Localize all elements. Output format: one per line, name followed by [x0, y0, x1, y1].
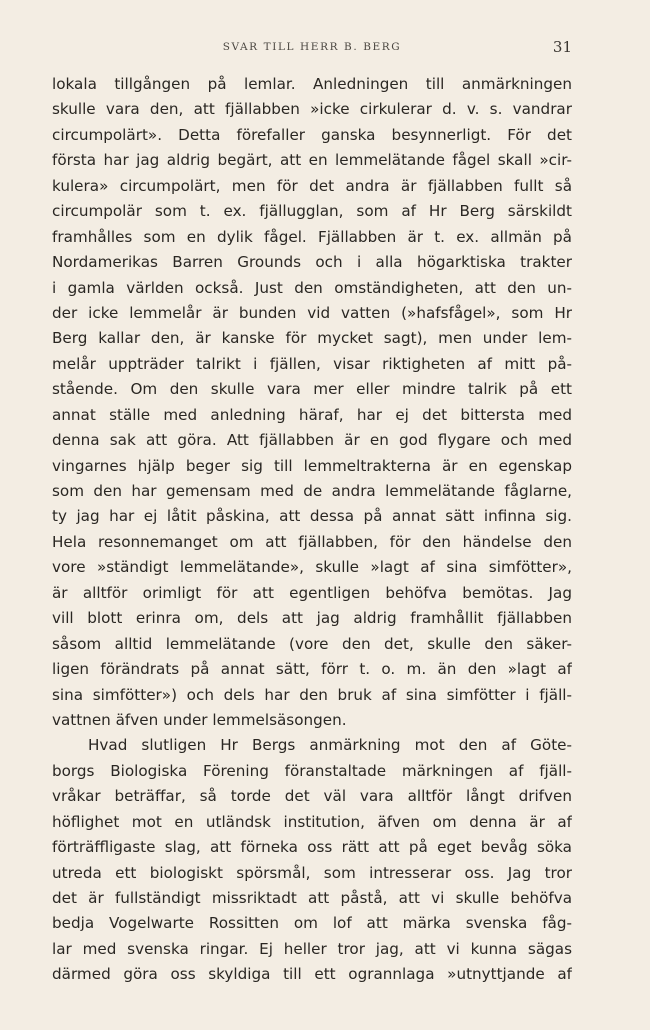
text-line: därmed göra oss skyldiga till ett ogrannlaga »utnyttjande af: [52, 965, 572, 984]
text-line: höflighet mot en utländsk institution, äfven om denna är af: [52, 812, 572, 831]
text-line: vingarnes hjälp beger sig till lemmeltrakterna är en egenskap: [52, 456, 572, 475]
text-line: Nordamerikas Barren Grounds och i alla högarktiska trakter: [52, 253, 572, 272]
text-line: utreda ett biologiskt spörsmål, som intresserar oss. Jag tror: [52, 863, 572, 882]
text-line: är alltför orimligt för att egentligen behöfva bemötas. Jag: [52, 583, 572, 602]
text-line: kulera» circumpolärt, men för det andra är fjällabben fullt så: [52, 176, 572, 195]
text-line: lar med svenska ringar. Ej heller tror jag, att vi kunna sägas: [52, 939, 572, 958]
paragraph-first-line: Hvad slutligen Hr Bergs anmärkning mot den af Göte-: [88, 736, 572, 755]
text-line: melår uppträder talrikt i fjällen, visar riktigheten af mitt på-: [52, 354, 572, 373]
text-line: skulle vara den, att fjällabben »icke cirkulerar d. v. s. vandrar: [52, 100, 572, 119]
text-line: förträffligaste slag, att förneka oss rätt att på eget bevåg söka: [52, 838, 572, 857]
text-line: borgs Biologiska Förening föranstaltade märkningen af fjäll-: [52, 761, 572, 780]
running-header: [52, 38, 572, 57]
text-line: ligen förändrats på annat sätt, förr t. o. m. än den »lagt af: [52, 660, 572, 679]
text-line: Hela resonnemanget om att fjällabben, för den händelse den: [52, 532, 572, 551]
text-line: stående. Om den skulle vara mer eller mindre talrik på ett: [52, 380, 572, 399]
text-line: det är fullständigt missriktadt att påstå, att vi skulle behöfva: [52, 889, 572, 907]
text-line: vore »ständigt lemmelätande», skulle »lagt af sina simfötter»,: [52, 558, 572, 577]
text-line: vill blott erinra om, dels att jag aldrig framhållit fjällabben: [52, 609, 572, 628]
text-line: framhålles som en dylik fågel. Fjällabben är t. ex. allmän på: [52, 227, 572, 246]
text-line: såsom alltid lemmelätande (vore den det, skulle den säker-: [52, 634, 572, 653]
text-line: circumpolärt». Detta förefaller ganska besynnerligt. För det: [52, 125, 572, 144]
text-line: bedja Vogelwarte Rossitten om lof att märka svenska fåg-: [52, 914, 572, 933]
text-line: lokala tillgången på lemlar. Anledningen till anmärkningen: [52, 75, 572, 93]
body-text: [52, 72, 572, 988]
text-line: ty jag har ej låtit påskina, att dessa på annat sätt infinna sig.: [52, 507, 572, 526]
text-line: denna sak att göra. Att fjällabben är en god flygare och med: [52, 431, 572, 450]
text-line: sina simfötter») och dels har den bruk af sina simfötter i fjäll-: [52, 685, 572, 704]
text-line: första har jag aldrig begärt, att en lemmelätande fågel skall »cir-: [52, 151, 572, 170]
page-number: 31: [552, 38, 572, 56]
text-line: der icke lemmelår är bunden vid vatten (»hafsfågel», som Hr: [52, 303, 572, 322]
text-line: annat ställe med anledning häraf, har ej det bittersta med: [52, 405, 572, 424]
text-line: Berg kallar den, är kanske för mycket sagt), men under lem-: [52, 329, 572, 348]
text-line: som den har gemensam med de andra lemmelätande fåglarne,: [52, 482, 572, 500]
text-line: i gamla världen också. Just den omständigheten, att den un-: [52, 278, 572, 297]
text-line: vråkar beträffar, så torde det väl vara alltför långt drifven: [52, 787, 572, 806]
running-title: SVAR TILL HERR B. BERG: [222, 41, 402, 53]
text-line: circumpolär som t. ex. fjällugglan, som af Hr Berg särskildt: [52, 202, 572, 221]
paragraph-end-line: vattnen äfven under lemmelsäsongen.: [52, 710, 347, 729]
